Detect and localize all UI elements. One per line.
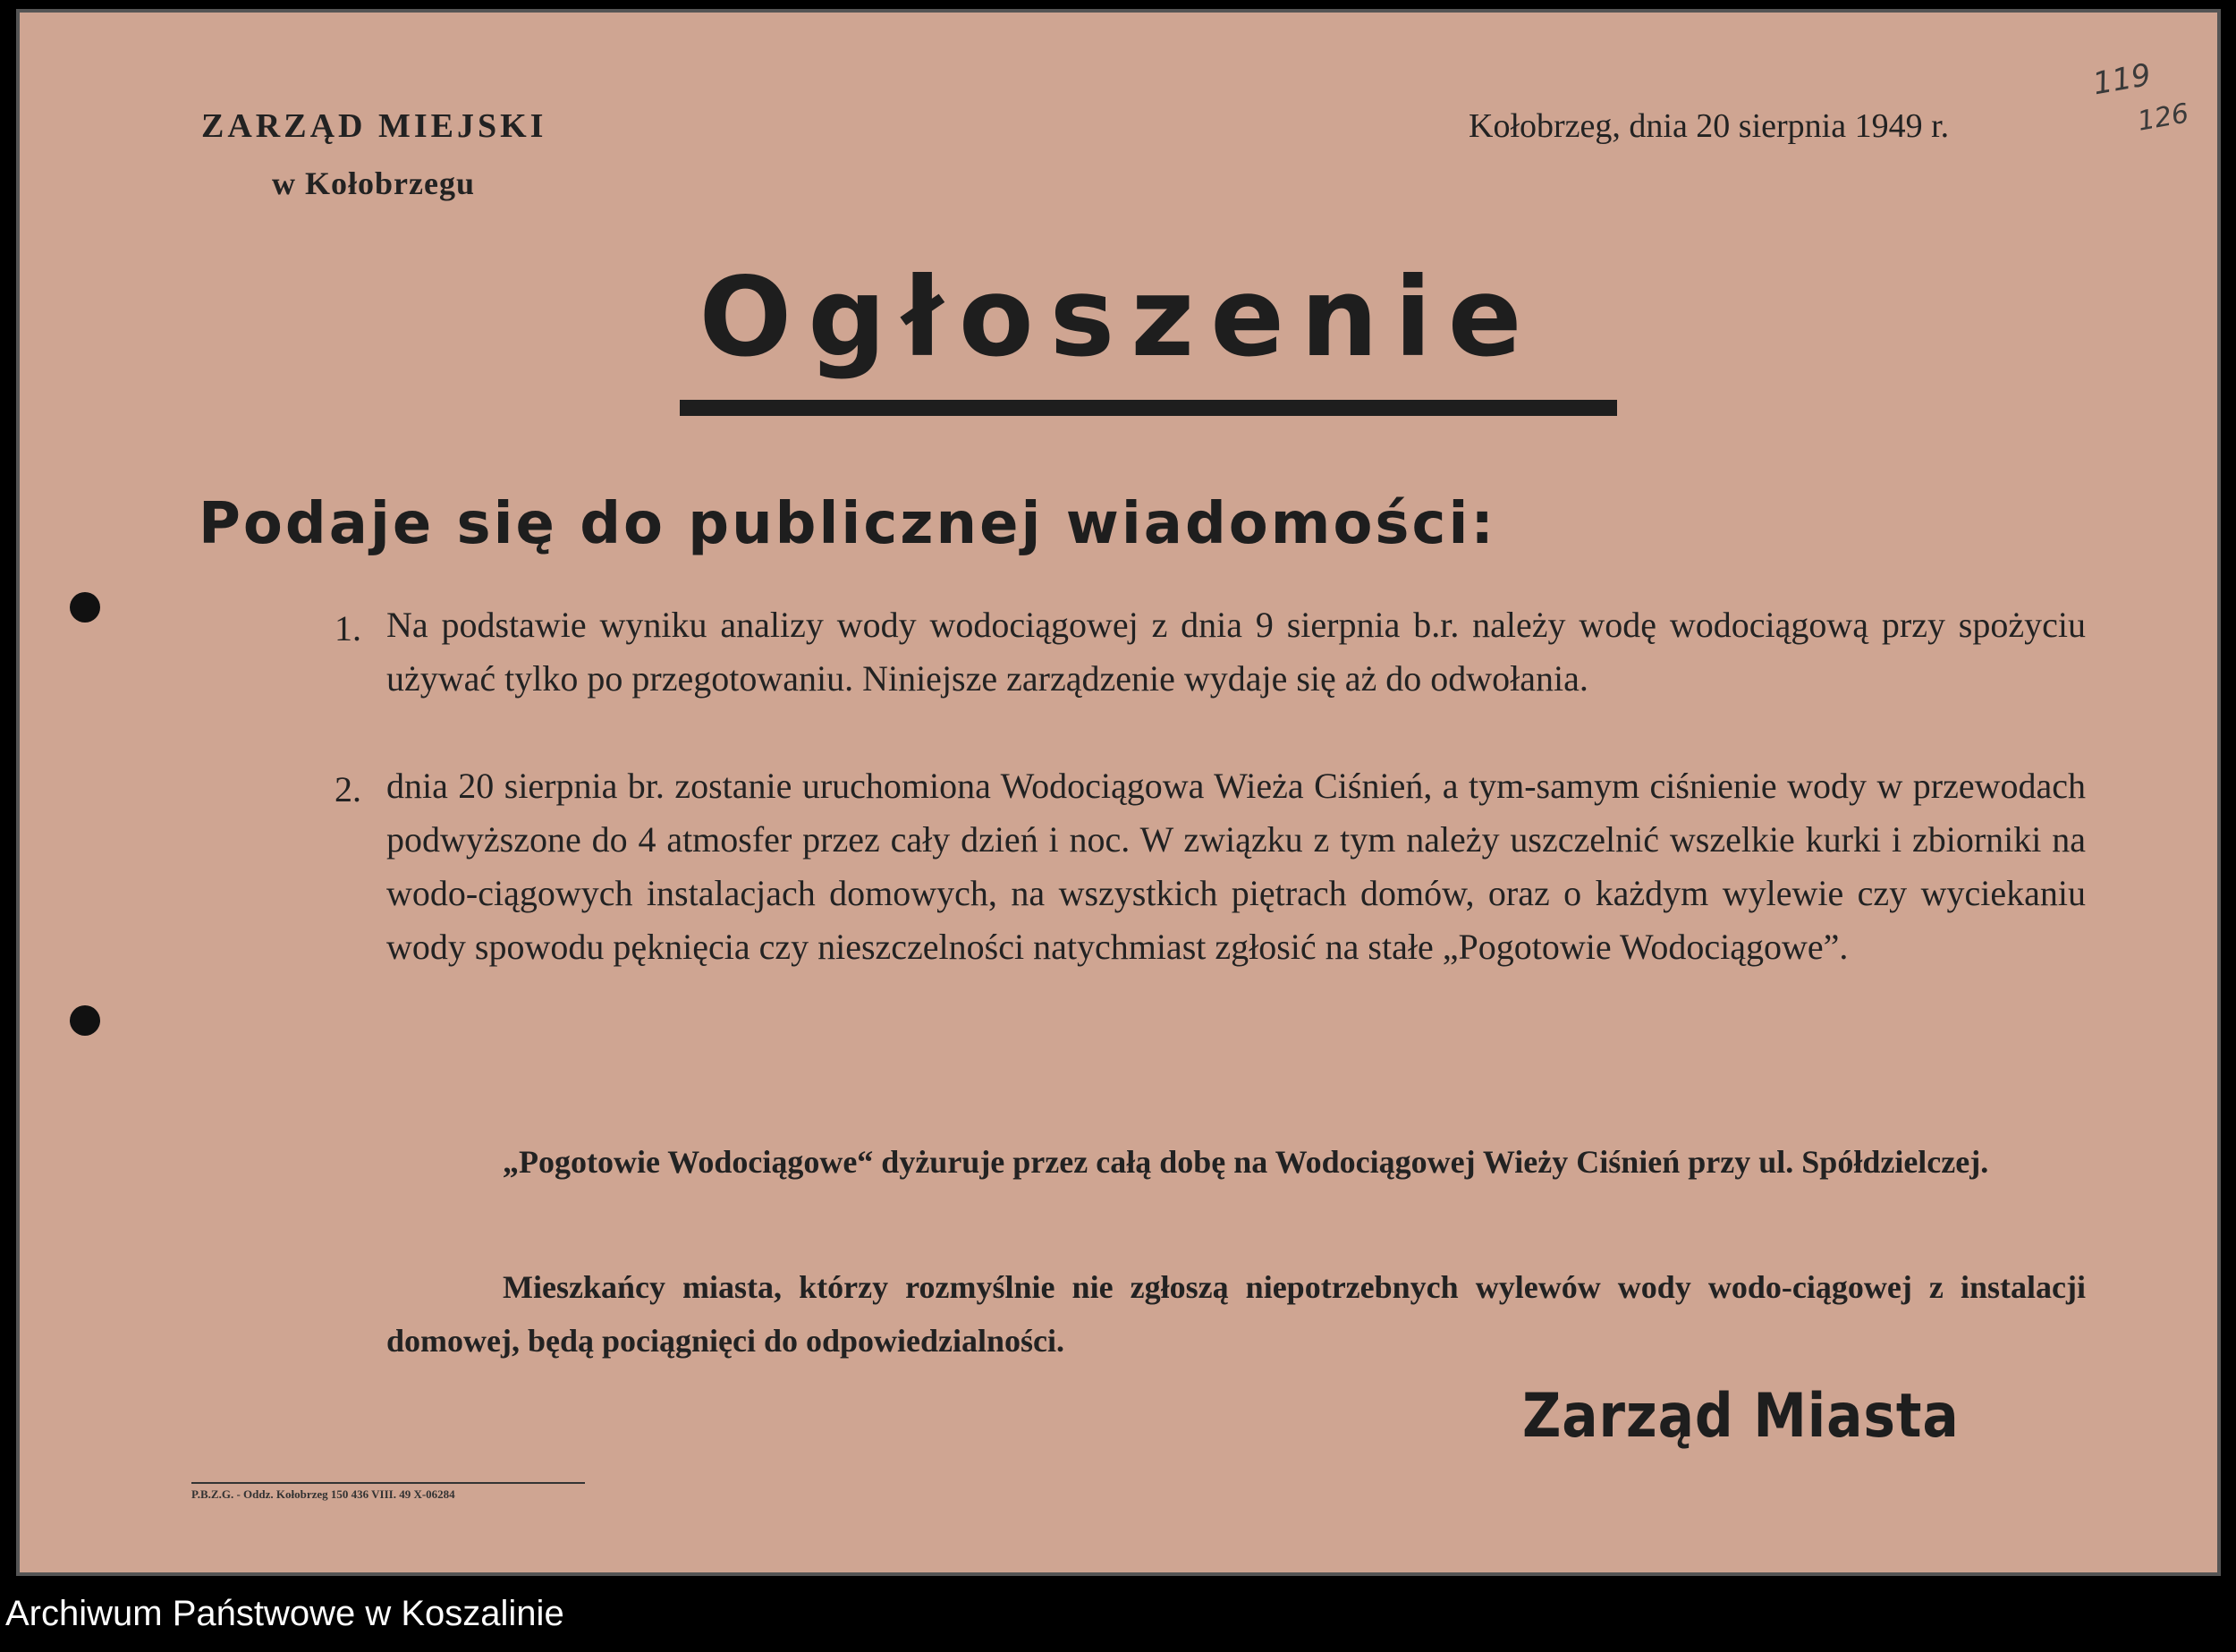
document-title: Ogłoszenie <box>699 254 1538 381</box>
duty-note: „Pogotowie Wodociągowe“ dyżuruje przez całą dobę na Wodociągowej Wieży Ciśnień przy ul. Spółdzielczej. <box>503 1144 1989 1180</box>
printer-divider <box>191 1482 585 1484</box>
announcement-item: Na podstawie wyniku analizy wody wodociągowej z dnia 9 sierpnia b.r. należy wodę wodociągową przy spożyciu używać tylko po przegotowaniu. Niniejsze zarządzenie wydaje się aż do odwołania. <box>386 605 2086 699</box>
item-number: 2. <box>335 769 361 809</box>
signature: Zarząd Miasta <box>1522 1381 1960 1452</box>
punch-hole <box>70 592 100 623</box>
issuer-location: w Kołobrzegu <box>272 165 475 201</box>
document-sheet <box>16 9 2221 1576</box>
liability-note: Mieszkańcy miasta, którzy rozmyślnie nie zgłoszą niepotrzebnych wylewów wody wodo-ciągowej z instalacji domowej, będą pociągnięci do odpowiedzialności. <box>386 1269 2086 1359</box>
issue-date: Kołobrzeg, dnia 20 sierpnia 1949 r. <box>1469 107 1950 145</box>
announcement-heading: Podaje się do publicznej wiadomości: <box>199 491 1496 557</box>
punch-hole <box>70 1005 100 1036</box>
printer-note: P.B.Z.G. - Oddz. Kołobrzeg 150 436 VIII. 49 X-06284 <box>191 1487 455 1501</box>
archive-reference: 119 <box>2090 56 2154 103</box>
announcement-item: dnia 20 sierpnia br. zostanie uruchomiona Wodociągowa Wieża Ciśnień, a tym-samym ciśnienie wody w przewodach podwyższone do 4 atmosfer przez cały dzień i noc. W związku z tym należy uszczelnić wszelkie kurki i zbiorniki na wodo-ciągowych instalacjach domowych, na wszystkich piętrach domów, oraz o każdym wylewie czy wyciekaniu wody spowodu pęknięcia czy nieszczelności natychmiast zgłosić na stałe „Pogotowie Wodociągowe”. <box>386 766 2086 967</box>
archive-caption: Archiwum Państwowe w Koszalinie <box>5 1594 564 1633</box>
archive-reference: 126 <box>2135 97 2191 138</box>
title-underline <box>680 400 1617 416</box>
issuer-name: ZARZĄD MIEJSKI <box>201 107 547 145</box>
item-number: 1. <box>335 608 361 648</box>
